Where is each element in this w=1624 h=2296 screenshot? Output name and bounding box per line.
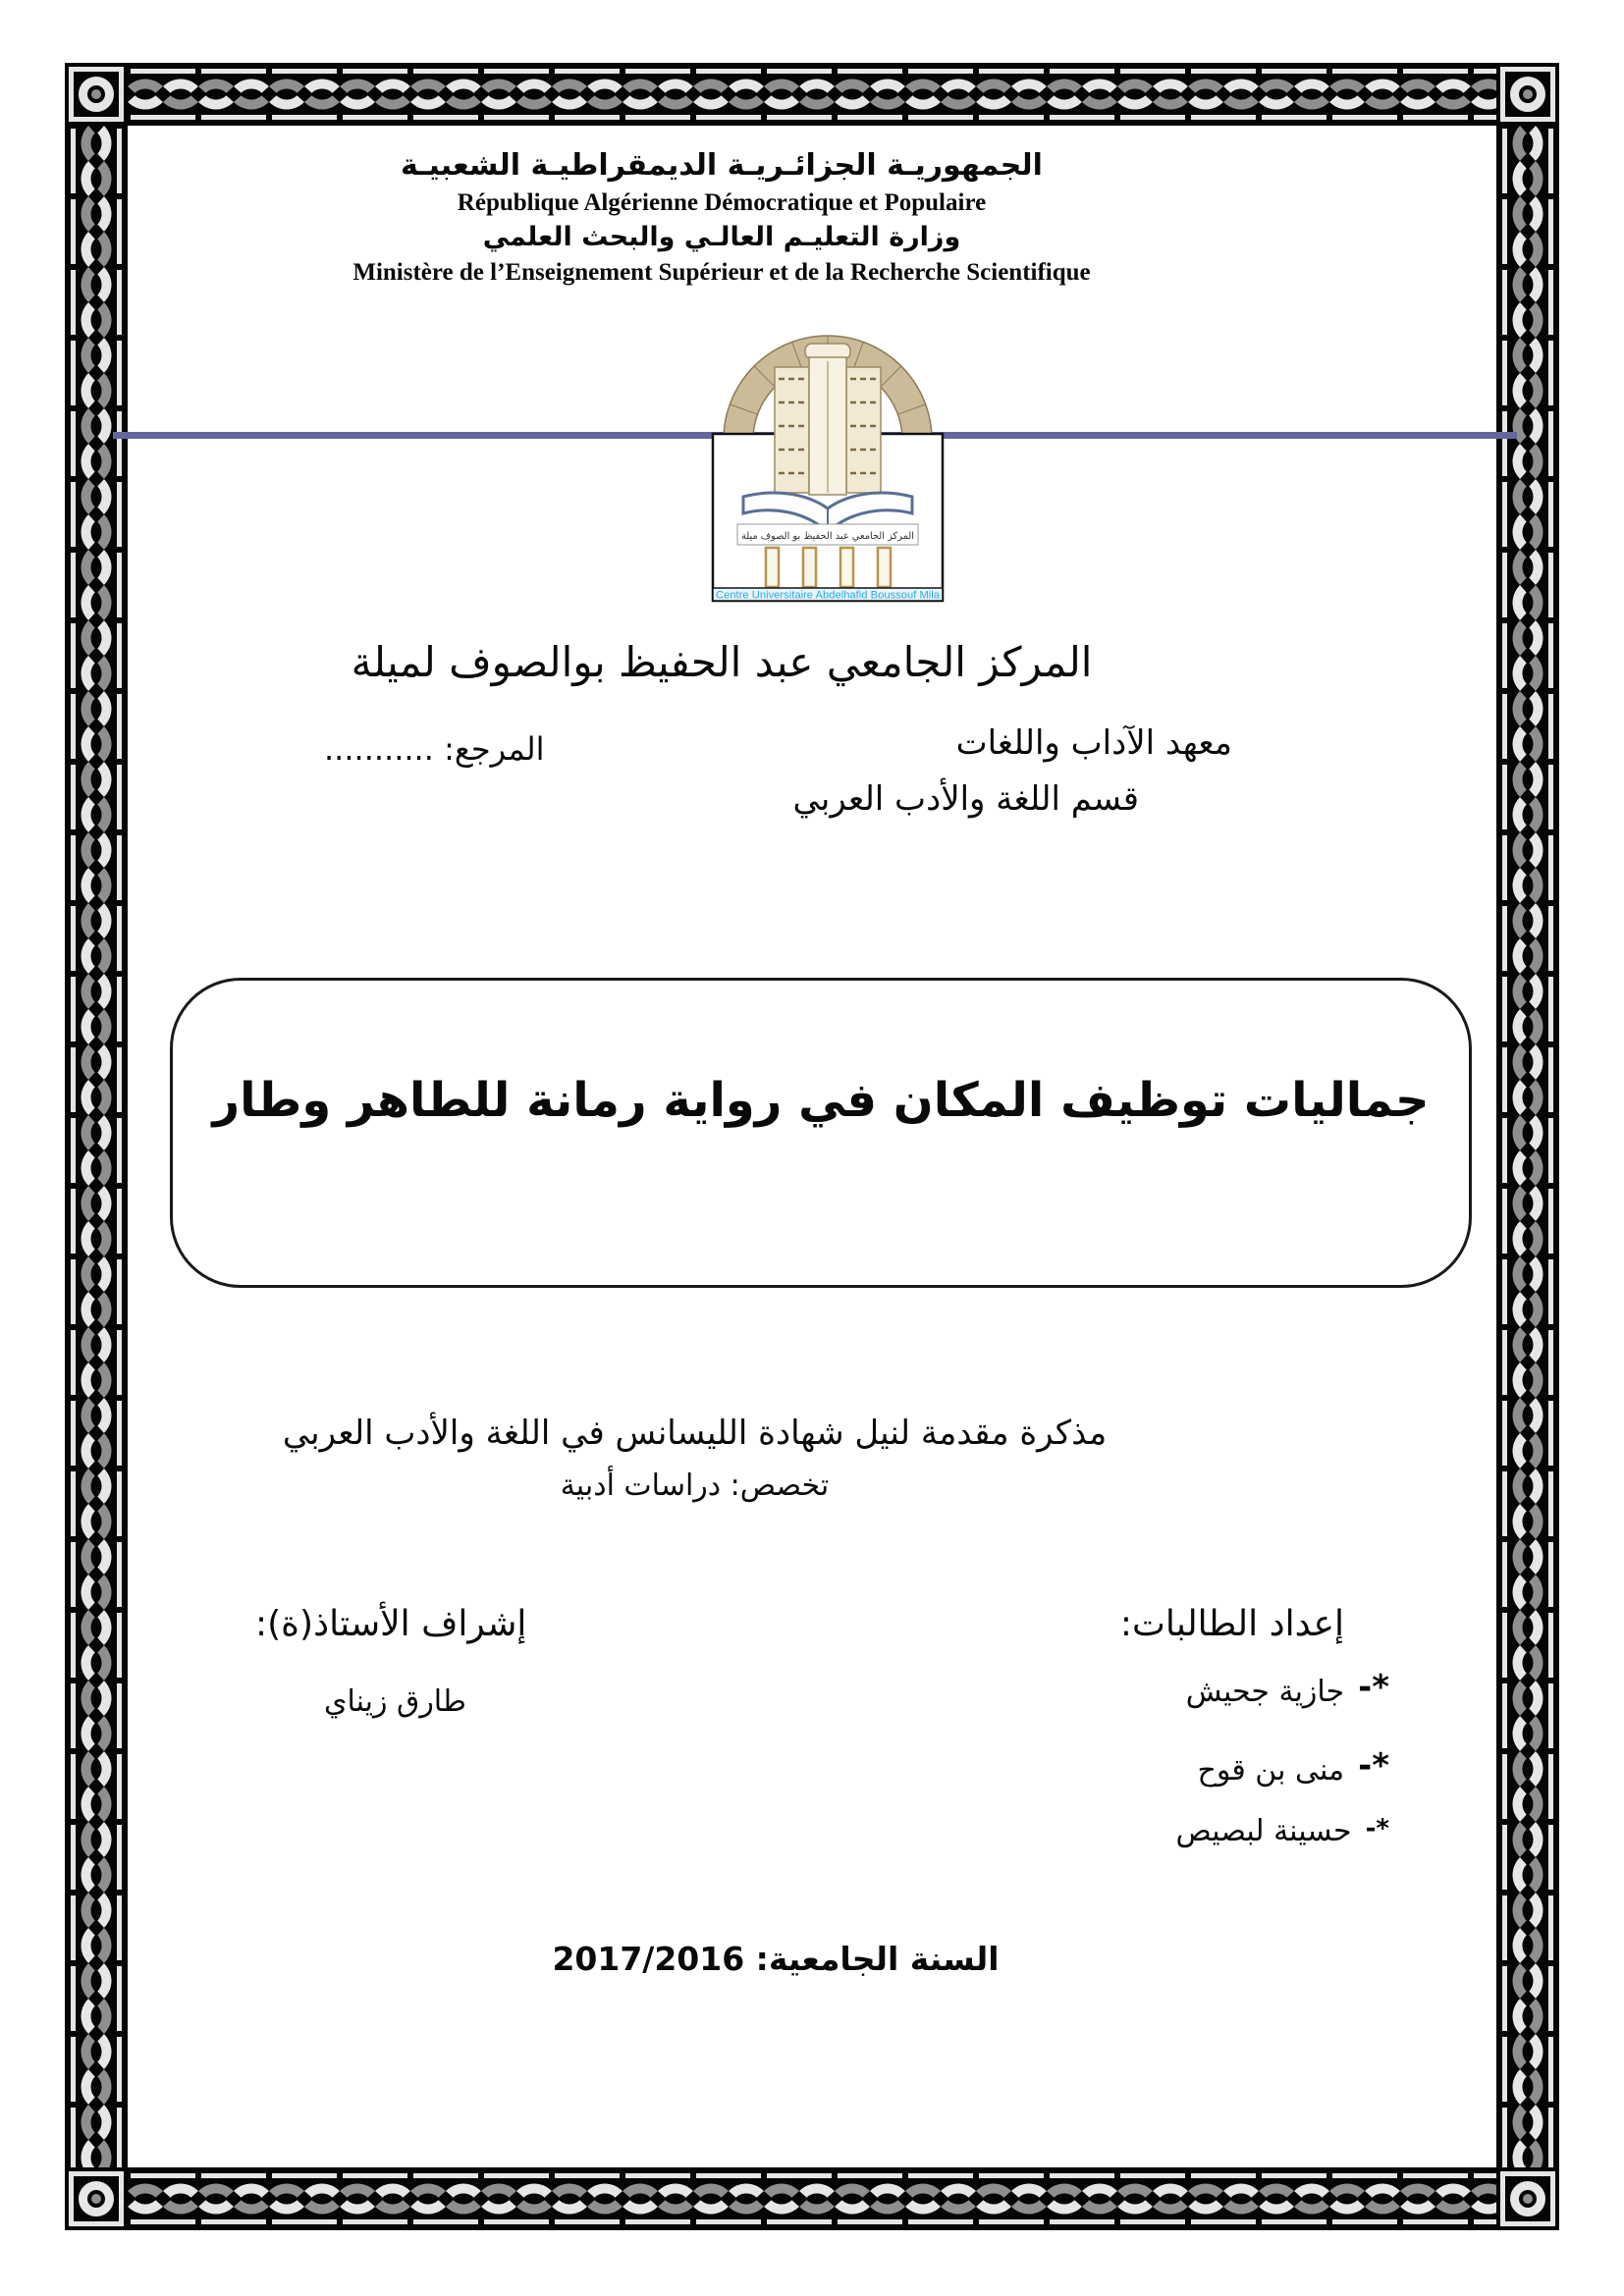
student-name: حسينة لبصيص (1175, 1814, 1352, 1848)
republic-name-arabic: الجمهوريـة الجزائـريـة الديمقراطيـة الشعبيـة (401, 148, 1043, 183)
institute-name: معهد الآداب واللغات (955, 723, 1232, 763)
student-name: جازية جحيش (1185, 1675, 1345, 1709)
logo-name-banner (737, 524, 918, 545)
border-corner-ring-icon (65, 63, 128, 126)
department-name: قسم اللغة والأدب العربي (792, 779, 1139, 819)
border-corner-ring-icon (65, 2167, 128, 2230)
academic-year: السنة الجامعية: 2017/2016 (552, 1940, 1000, 1978)
border-top-strip (128, 63, 1496, 126)
memo-block (128, 1414, 1262, 1503)
header-block (128, 147, 1316, 288)
memo-description: مذكرة مقدمة لنيل شهادة الليسانس في اللغة والأدب العربي (282, 1414, 1108, 1453)
student-list-item (1185, 1668, 1389, 1709)
logo-banner-text: المركز الجامعي عبد الحفيظ بو الصوف ميلة (741, 531, 914, 542)
student-bullet: *- (1358, 1746, 1389, 1786)
student-list-item (1197, 1746, 1390, 1788)
supervisor-section-label: إشراف الأستاذ(ة): (255, 1604, 527, 1644)
border-corner-ring-icon (1496, 63, 1559, 126)
border-bottom-strip (128, 2167, 1496, 2230)
ministry-name-french: Ministère de l’Enseignement Supérieur et de la Recherche Scientifique (352, 258, 1091, 286)
student-name: منى بن قوح (1197, 1753, 1345, 1788)
logo-caption-text: Centre Universitaire Abdelhafid Boussouf Mila (716, 589, 941, 602)
student-bullet: *- (1365, 1814, 1389, 1843)
memo-specialty: تخصص: دراسات أدبية (560, 1468, 830, 1503)
thesis-title-box (170, 978, 1472, 1288)
logo-caption-strip (713, 588, 943, 602)
republic-name-french: République Algérienne Démocratique et Populaire (457, 188, 987, 216)
university-name: المركز الجامعي عبد الحفيظ بوالصوف لميلة (351, 638, 1093, 686)
student-bullet: *- (1358, 1668, 1389, 1707)
thesis-title: جماليات توظيف المكان في رواية رمانة للطاهر وطار (212, 1073, 1430, 1128)
ministry-name-arabic: وزارة التعليـم العالـي والبحث العلمي (482, 221, 961, 252)
reference-field: المرجع: ........... (324, 730, 545, 768)
border-corner-ring-icon (1496, 2167, 1559, 2230)
students-section-label: إعداد الطالبات: (1119, 1604, 1344, 1644)
student-list-item (1176, 1814, 1389, 1848)
university-logo (710, 324, 946, 604)
supervisor-name: طارق زيناي (324, 1684, 466, 1719)
